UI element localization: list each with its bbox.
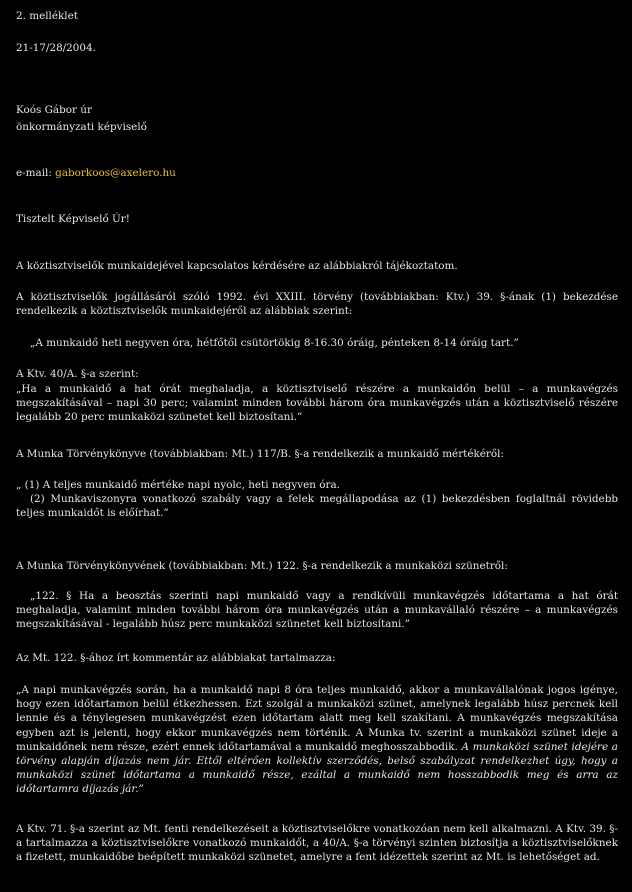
mt-122-paragraph: A Munka Törvénykönyvének (továbbiakban: Mt.) 122. §-a rendelkezik a munkaközi szünetről: [16,560,508,572]
intro-paragraph: A köztisztviselők munkaidejével kapcsolatos kérdésére az alábbiakról tájékoztatom. [16,260,458,272]
mt-117b-quote-1: „ (1) A teljes munkaidő mértéke napi nyolc, heti negyven óra. [16,479,340,491]
commentary-quote-plain: „A napi munkavégzés során, ha a munkaidő napi 8 óra teljes munkaidő, akkor a munkavállalónak jogos igénye, hogy ezen időtartamon belül étkezhessen. Ezt szolgál a munkaközi szünet, amelynek legalább húsz percnek kell lennie és a ténylegesen munkavégzést ezen időtartam alatt meg kell szakítani. A munkavégzés megszakítása egyben azt is jelenti, hogy ekkor munkavégzés nem történik. A Munka tv. szerint a munkaközi szünet ideje a munkaidőnek nem része, ezért ennek időtartamával a munkaidő meghosszabbodik. [16,684,618,753]
ktv-39-quote: „A munkaidő heti negyven óra, hétfőtől csütörtökig 8-16.30 óráig, pénteken 8-14 óráig tart.” [30,337,519,349]
commentary-quote-italic: A munkaközi szünet idejére a törvény alapján díjazás nem jár. Ettől eltérően kollektív szerződés, belső szabályzat rendelkezhet úgy, hogy a munkaközi szünet időtartama a munkaidő része, ezáltal a munkaidő nem hosszabbodik meg és arra az időtartamra díjazás jár.” [16,740,618,796]
email-link[interactable]: gaborkoos@axelero.hu [55,167,176,179]
ktv-39-paragraph: A köztisztviselők jogállásáról szóló 1992. évi XXIII. törvény (továbbiakban: Ktv.) 39. §-ának (1) bekezdése rendelkezik a köztisztviselők munkaidejéről az alábbiak szerint: [16,291,618,318]
mt-122-quote: „122. § Ha a beosztás szerinti napi munkaidő vagy a rendkívüli munkavégzés időtartama a hat órát meghaladja, valamint minden további három óra munkavégzés után a munkavállaló részére – a munkavégzés megszakításával - legalább húsz perc munkaközi szünetet kell biztosítani.” [16,590,618,631]
commentary-quote [16,683,618,797]
addressee-name: Koós Gábor úr [16,104,92,116]
ktv-40a-quote: „Ha a munkaidő a hat órát meghaladja, a köztisztviselő részére a munkaidőn belül – a munkavégzés megszakításával – napi 30 perc; valamint minden további három óra munkavégzés után a köztisztviselő részére legalább 20 perc munkaközi szünetet kell biztosítani.” [16,383,618,424]
mt-117b-paragraph: A Munka Törvénykönyve (továbbiakban: Mt.) 117/B. §-a rendelkezik a munkaidő mértékéről: [16,448,504,460]
ktv-71-paragraph: A Ktv. 71. §-a szerint az Mt. fenti rendelkezéseit a köztisztviselőkre vonatkozóan nem kell alkalmazni. A Ktv. 39. §-a tartalmazza a köztisztviselőkre vonatkozó munkaidőt, a 40/A. §-a törvényi szinten biztosítja a köztisztviselőknek a fizetett, munkaidőbe beépített munkaközi szünetet, amelyre a fent idézettek szerint az Mt. is lehetőséget ad. [16,823,618,864]
addressee-title: önkormányzati képviselő [16,121,147,133]
ktv-40a-heading: A Ktv. 40/A. §-a szerint: [16,368,139,380]
attachment-label: 2. melléklet [16,10,78,22]
addressee-email-line [16,166,616,180]
reference-number: 21-17/28/2004. [16,42,96,54]
mt-117b-quote-2: (2) Munkaviszonyra vonatkozó szabály vagy a felek megállapodása az (1) bekezdésben foglaltnál rövidebb teljes munkaidőt is előírhat.” [16,493,618,520]
commentary-paragraph: Az Mt. 122. §-ához írt kommentár az alábbiakat tartalmazza: [16,652,336,664]
email-label: e-mail: [16,167,56,179]
salutation: Tisztelt Képviselő Úr! [16,213,130,225]
